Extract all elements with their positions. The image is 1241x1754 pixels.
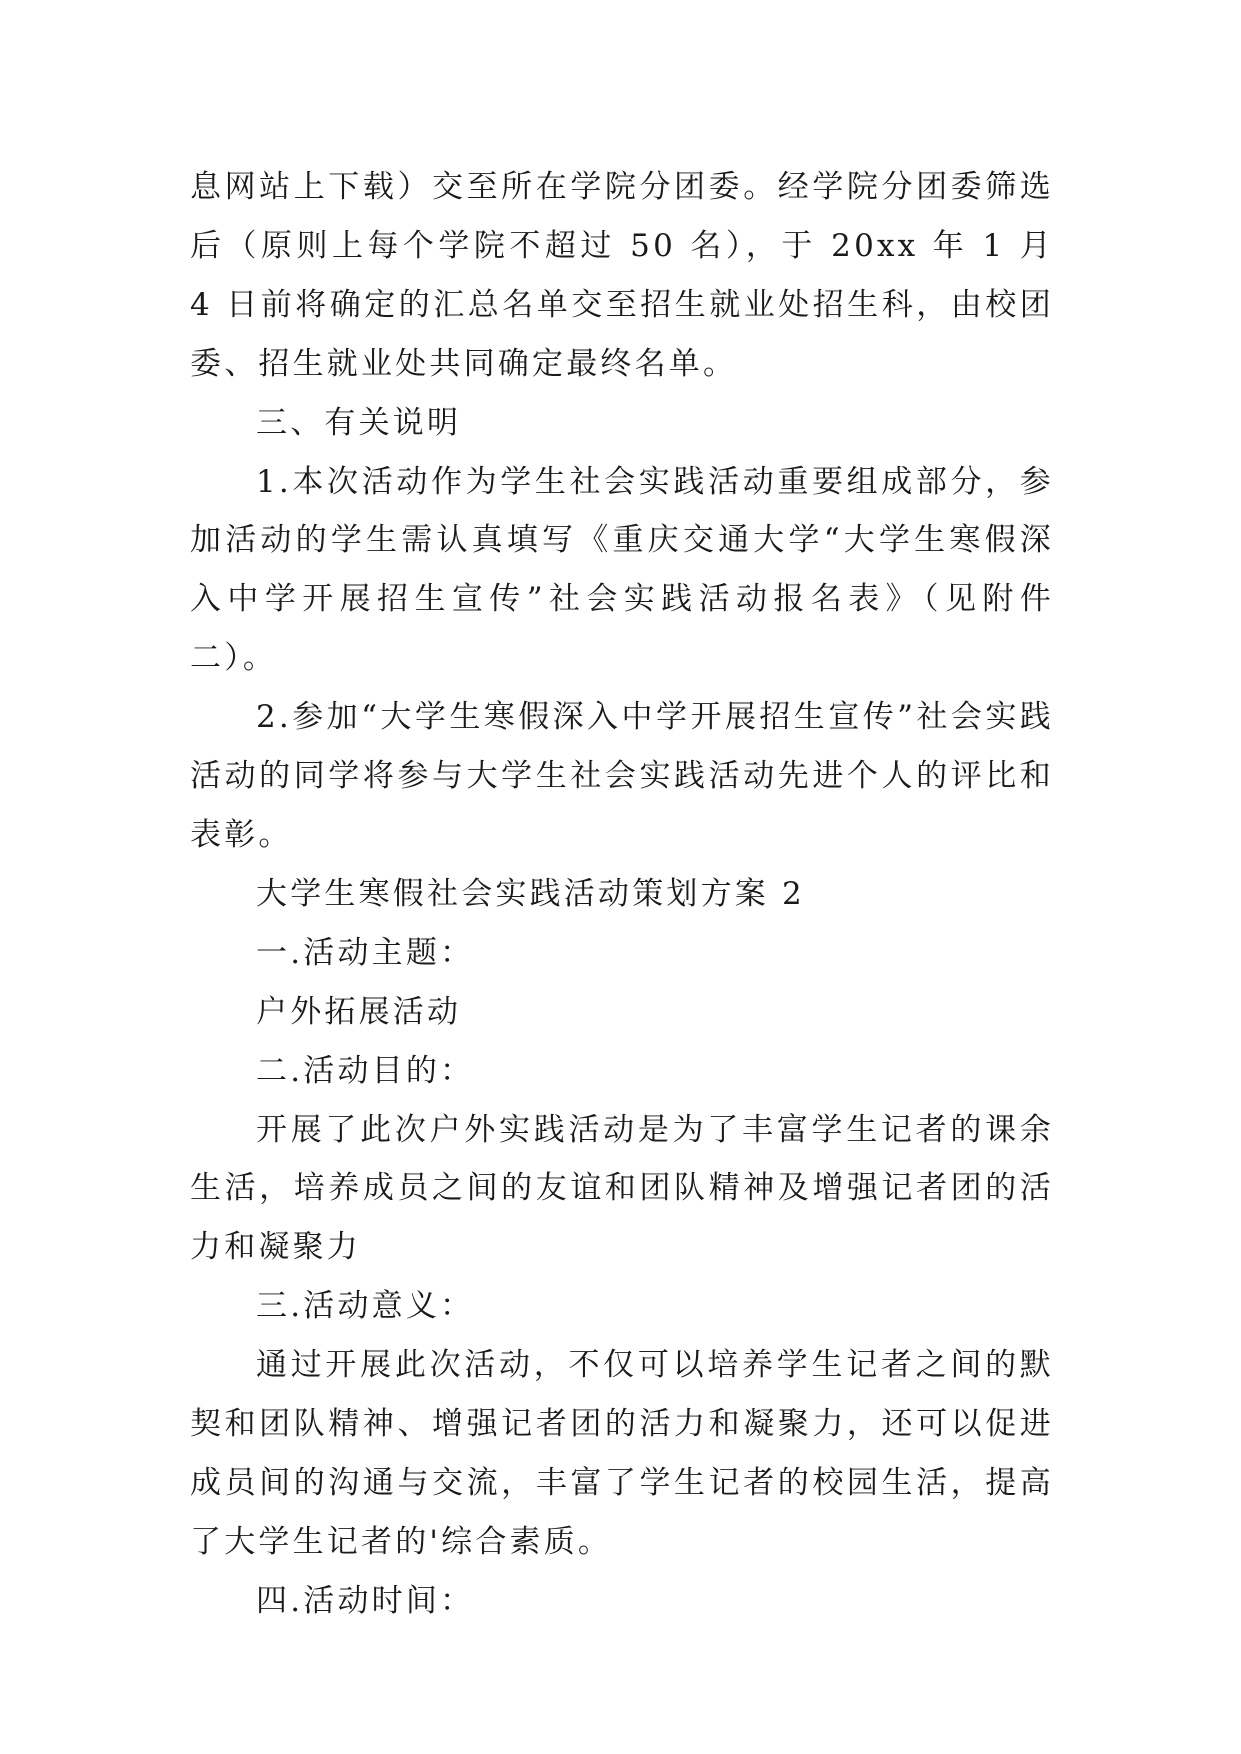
note-item-2: 2.参加“大学生寒假深入中学开展招生宣传”社会实践活动的同学将参与大学生社会实践活动先进个人的评比和表彰。 <box>190 699 1054 853</box>
paragraph-continuation: 息网站上下载）交至所在学院分团委。经学院分团委筛选后（原则上每个学院不超过 50 名），于 20xx 年 1 月 4 日前将确定的汇总名单交至招生就业处招生科，由校团委、招生就业处共同确定最终名单。 <box>190 169 1054 382</box>
document-body <box>190 158 1054 1631</box>
section-heading-time: 四.活动时间： <box>256 1582 475 1619</box>
purpose-text: 开展了此次户外实践活动是为了丰富学生记者的课余生活，培养成员之间的友谊和团队精神及增强记者团的活力和凝聚力 <box>190 1111 1054 1266</box>
section-heading-significance: 三.活动意义： <box>256 1288 475 1325</box>
section-heading-notes: 三、有关说明 <box>256 404 462 441</box>
section-heading-purpose: 二.活动目的： <box>256 1052 475 1089</box>
significance-text: 通过开展此次活动，不仅可以培养学生记者之间的默契和团队精神、增强记者团的活力和凝聚力，还可以促进成员间的沟通与交流，丰富了学生记者的校园生活，提高了大学生记者的'综合素质。 <box>190 1347 1054 1560</box>
section-heading-theme: 一.活动主题： <box>256 934 475 971</box>
plan-title: 大学生寒假社会实践活动策划方案 2 <box>256 875 805 912</box>
note-item-1: 1.本次活动作为学生社会实践活动重要组成部分，参加活动的学生需认真填写《重庆交通大学“大学生寒假深入中学开展招生宣传”社会实践活动报名表》（见附件二）。 <box>190 463 1054 677</box>
theme-text: 户外拓展活动 <box>256 993 462 1030</box>
